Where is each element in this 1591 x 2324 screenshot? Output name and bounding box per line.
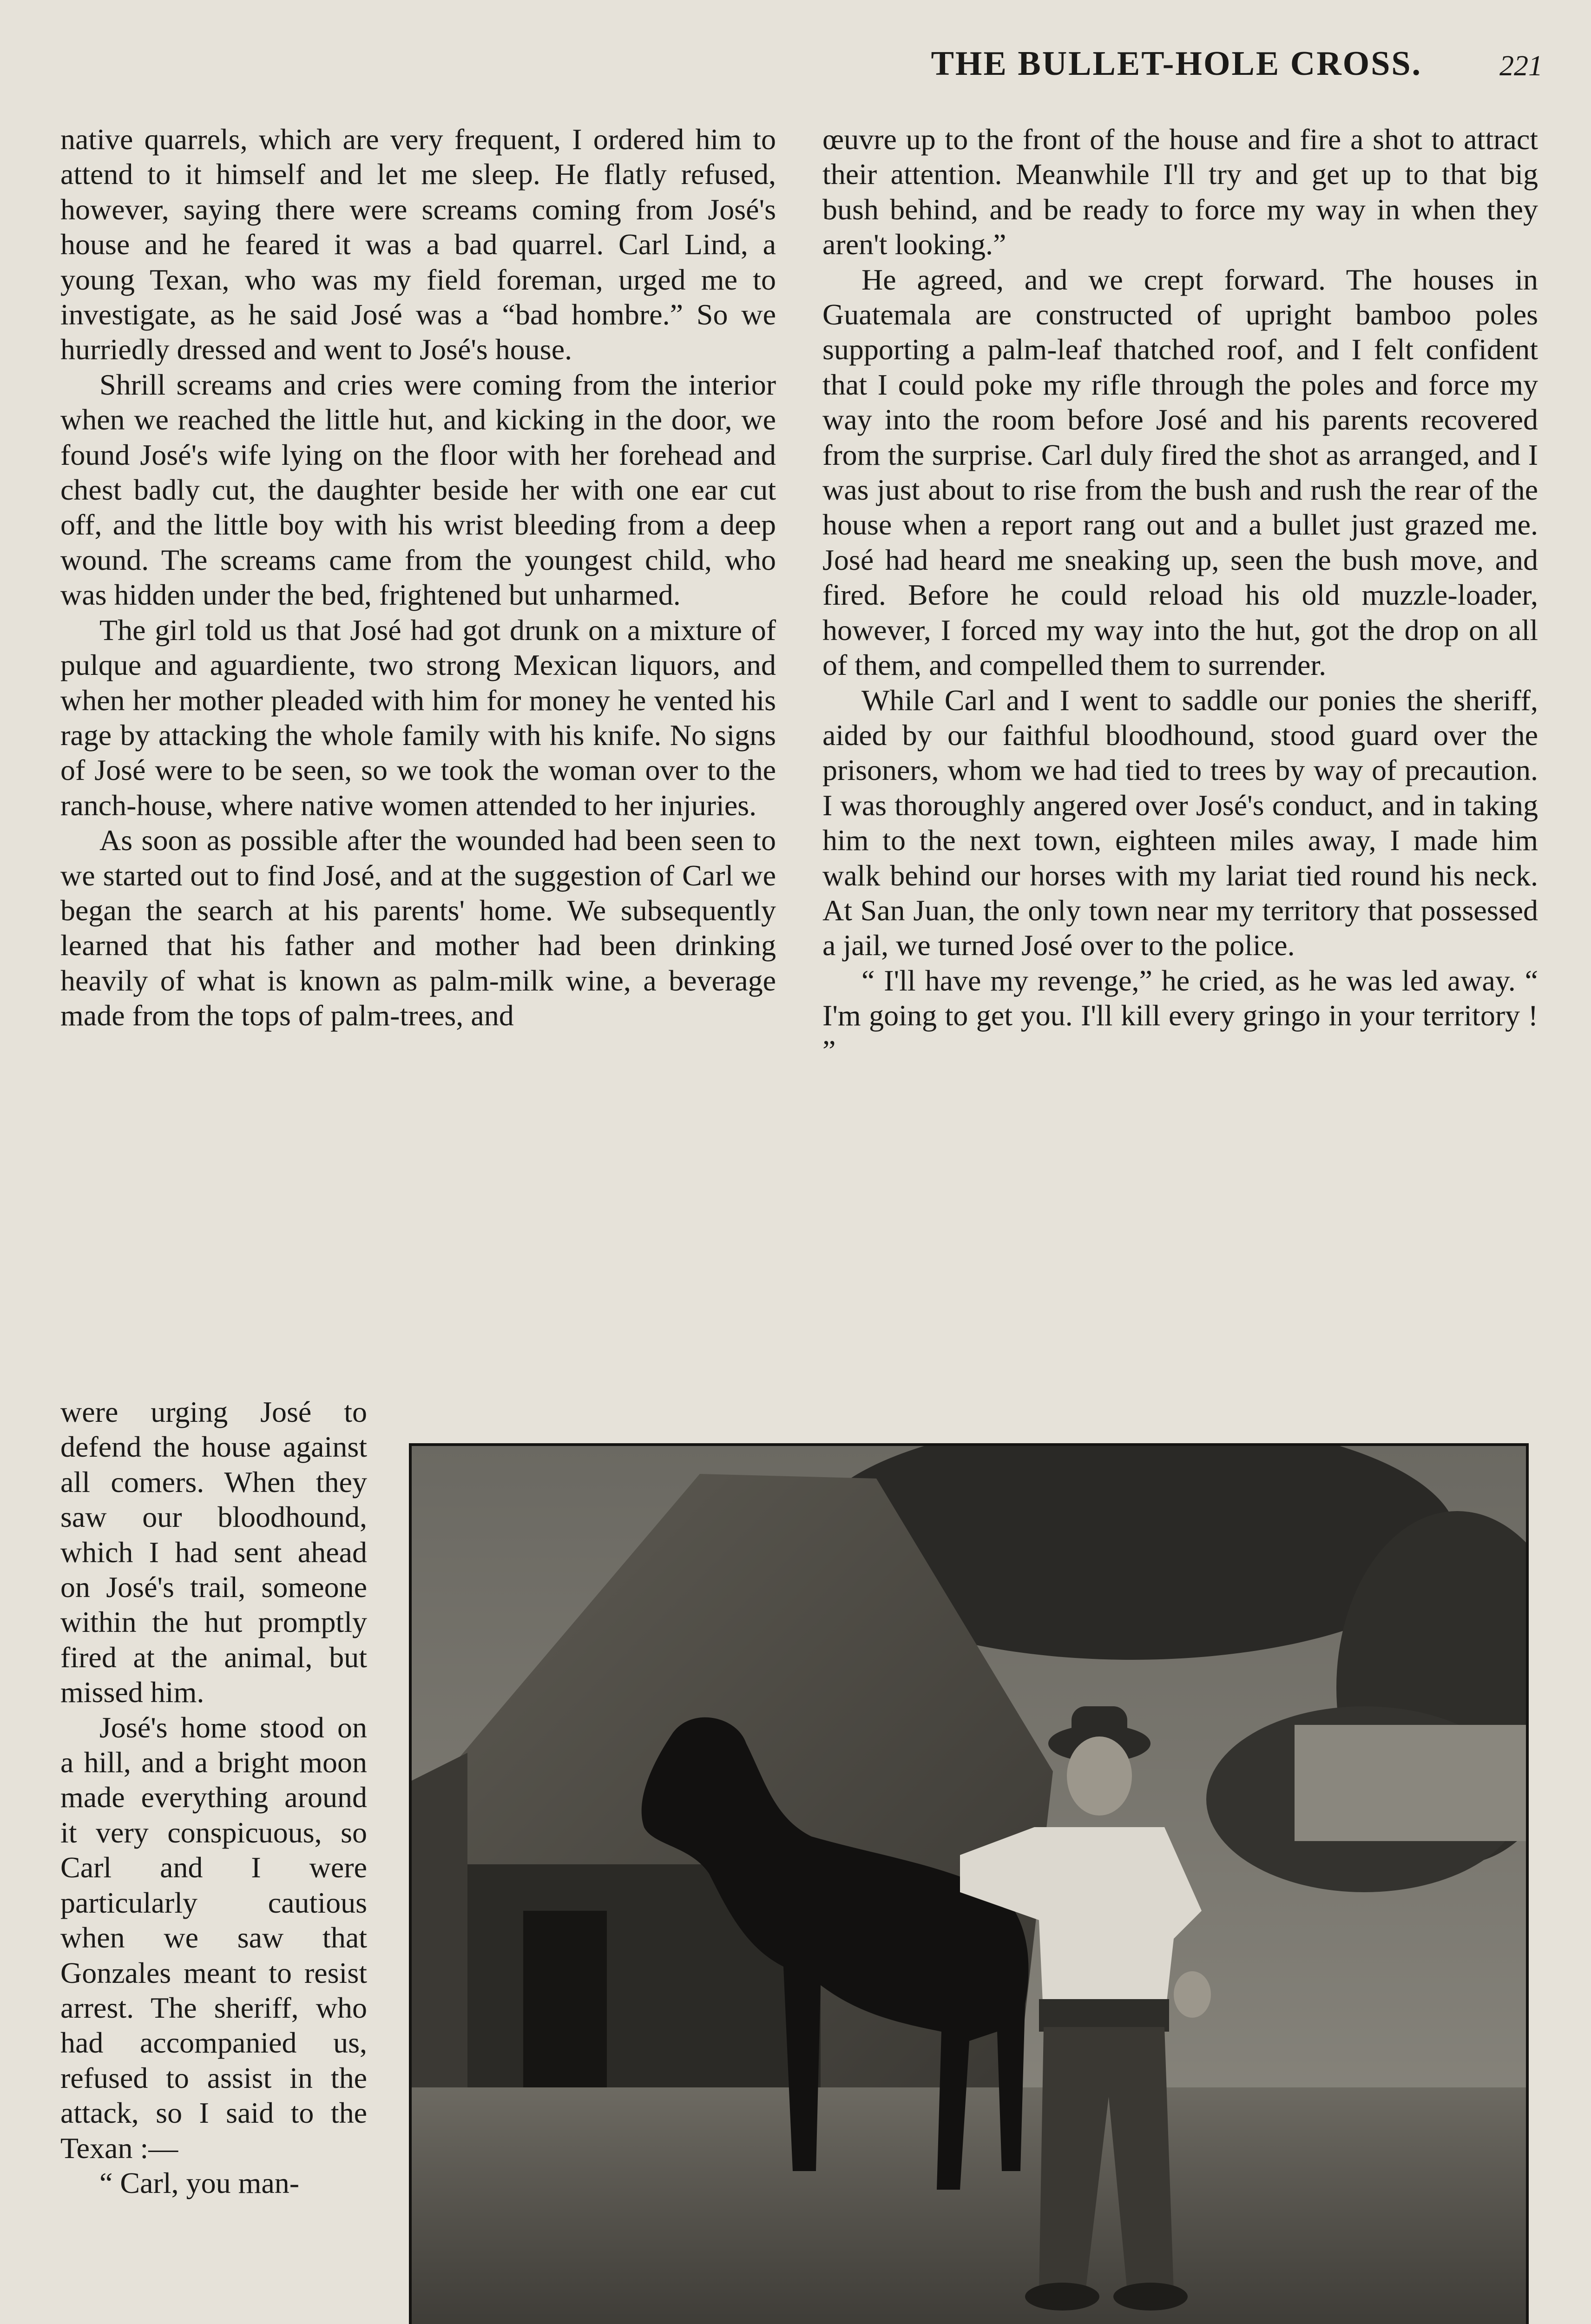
right-column bbox=[822, 122, 1538, 1068]
paragraph: He agreed, and we crept forward. The houses in Guatemala are constructed of upright bamboo poles supporting a palm-leaf thatched roof, and I felt confident that I could poke my rifle through the poles and force my way into the room before José and his parents recovered from the surprise. Carl duly fired the shot as arranged, and I was just about to rise from the bush and rush the rear of the house when a report rang out and a bullet just grazed me. José had heard me sneaking up, seen the bush move, and fired. Before he could reload his old muzzle-loader, however, I forced my way into the hut, got the drop on all of them, and compelled them to surrender. bbox=[822, 263, 1538, 682]
paragraph: The girl told us that José had got drunk on a mixture of pulque and aguardiente, two strong Mexican liquors, and when her mother pleaded with him for money he vented his rage by attacking the whole family with his knife. No signs of José were to be seen, so we took the woman over to the ranch-house, where native women attended to her injuries. bbox=[60, 613, 776, 822]
paragraph: “ I'll have my revenge,” he cried, as he was led away. “ I'm going to get you. I'll kill every gringo in your territory ! ” bbox=[822, 964, 1538, 1067]
page-header bbox=[785, 44, 1543, 95]
paragraph: José's home stood on a hill, and a bright moon made everything around it very conspicuous, so Carl and I were particularly cautious when we saw that Gonzales meant to resist arrest. The sheriff, who had accompanied us, refused to assist in the attack, so I said to the Texan :— bbox=[60, 1710, 367, 2165]
paragraph: Shrill screams and cries were coming from the interior when we reached the little hut, and kicking in the door, we found José's wife lying on the floor with her forehead and chest badly cut, the daughter beside her with one ear cut off, and the little boy with his wrist bleeding from a deep wound. The screams came from the youngest child, who was hidden under the bed, frightened but unharmed. bbox=[60, 368, 776, 612]
paragraph: native quarrels, which are very frequent, I ordered him to attend to it himself and let me sleep. He flatly refused, however, saying there were screams coming from José's house and he feared it was a bad quarrel. Carl Lind, a young Texan, who was my field foreman, urged me to investigate, as he said José was a “bad hombre.” So we hurriedly dressed and went to José's house. bbox=[60, 123, 776, 366]
page-number: 221 bbox=[1499, 50, 1543, 82]
paragraph: œuvre up to the front of the house and fire a shot to attract their attention. Meanwhile I'll try and get up to that big bush behind, and be ready to force my way in when they aren't looking.” bbox=[822, 123, 1538, 261]
paragraph: “ Carl, you man- bbox=[99, 2166, 300, 2199]
left-column bbox=[60, 122, 776, 1033]
photograph bbox=[409, 1443, 1529, 2324]
photo-illustration bbox=[412, 1446, 1526, 2324]
paragraph: As soon as possible after the wounded had been seen to we started out to find José, and at the suggestion of Carl we began the search at his parents' home. We subsequently learned that his father and mother had been drinking heavily of what is known as palm-milk wine, a beverage made from the tops of palm-trees, and bbox=[60, 824, 776, 1032]
narrow-column bbox=[60, 1394, 367, 2200]
running-title: THE BULLET-HOLE CROSS. bbox=[931, 45, 1422, 83]
paragraph: were urging José to defend the house against all comers. When they saw our bloodhound, which I had sent ahead on José's trail, someone within the hut promptly fired at the animal, but missed him. bbox=[60, 1395, 367, 1709]
paragraph: While Carl and I went to saddle our ponies the sheriff, aided by our faithful bloodhound, stood guard over the prisoners, whom we had tied to trees by way of precaution. I was thoroughly angered over José's conduct, and in taking him to the next town, eighteen miles away, I made him walk behind our horses with my lariat tied round his neck. At San Juan, the only town near my territory that possessed a jail, we turned José over to the police. bbox=[822, 683, 1538, 962]
